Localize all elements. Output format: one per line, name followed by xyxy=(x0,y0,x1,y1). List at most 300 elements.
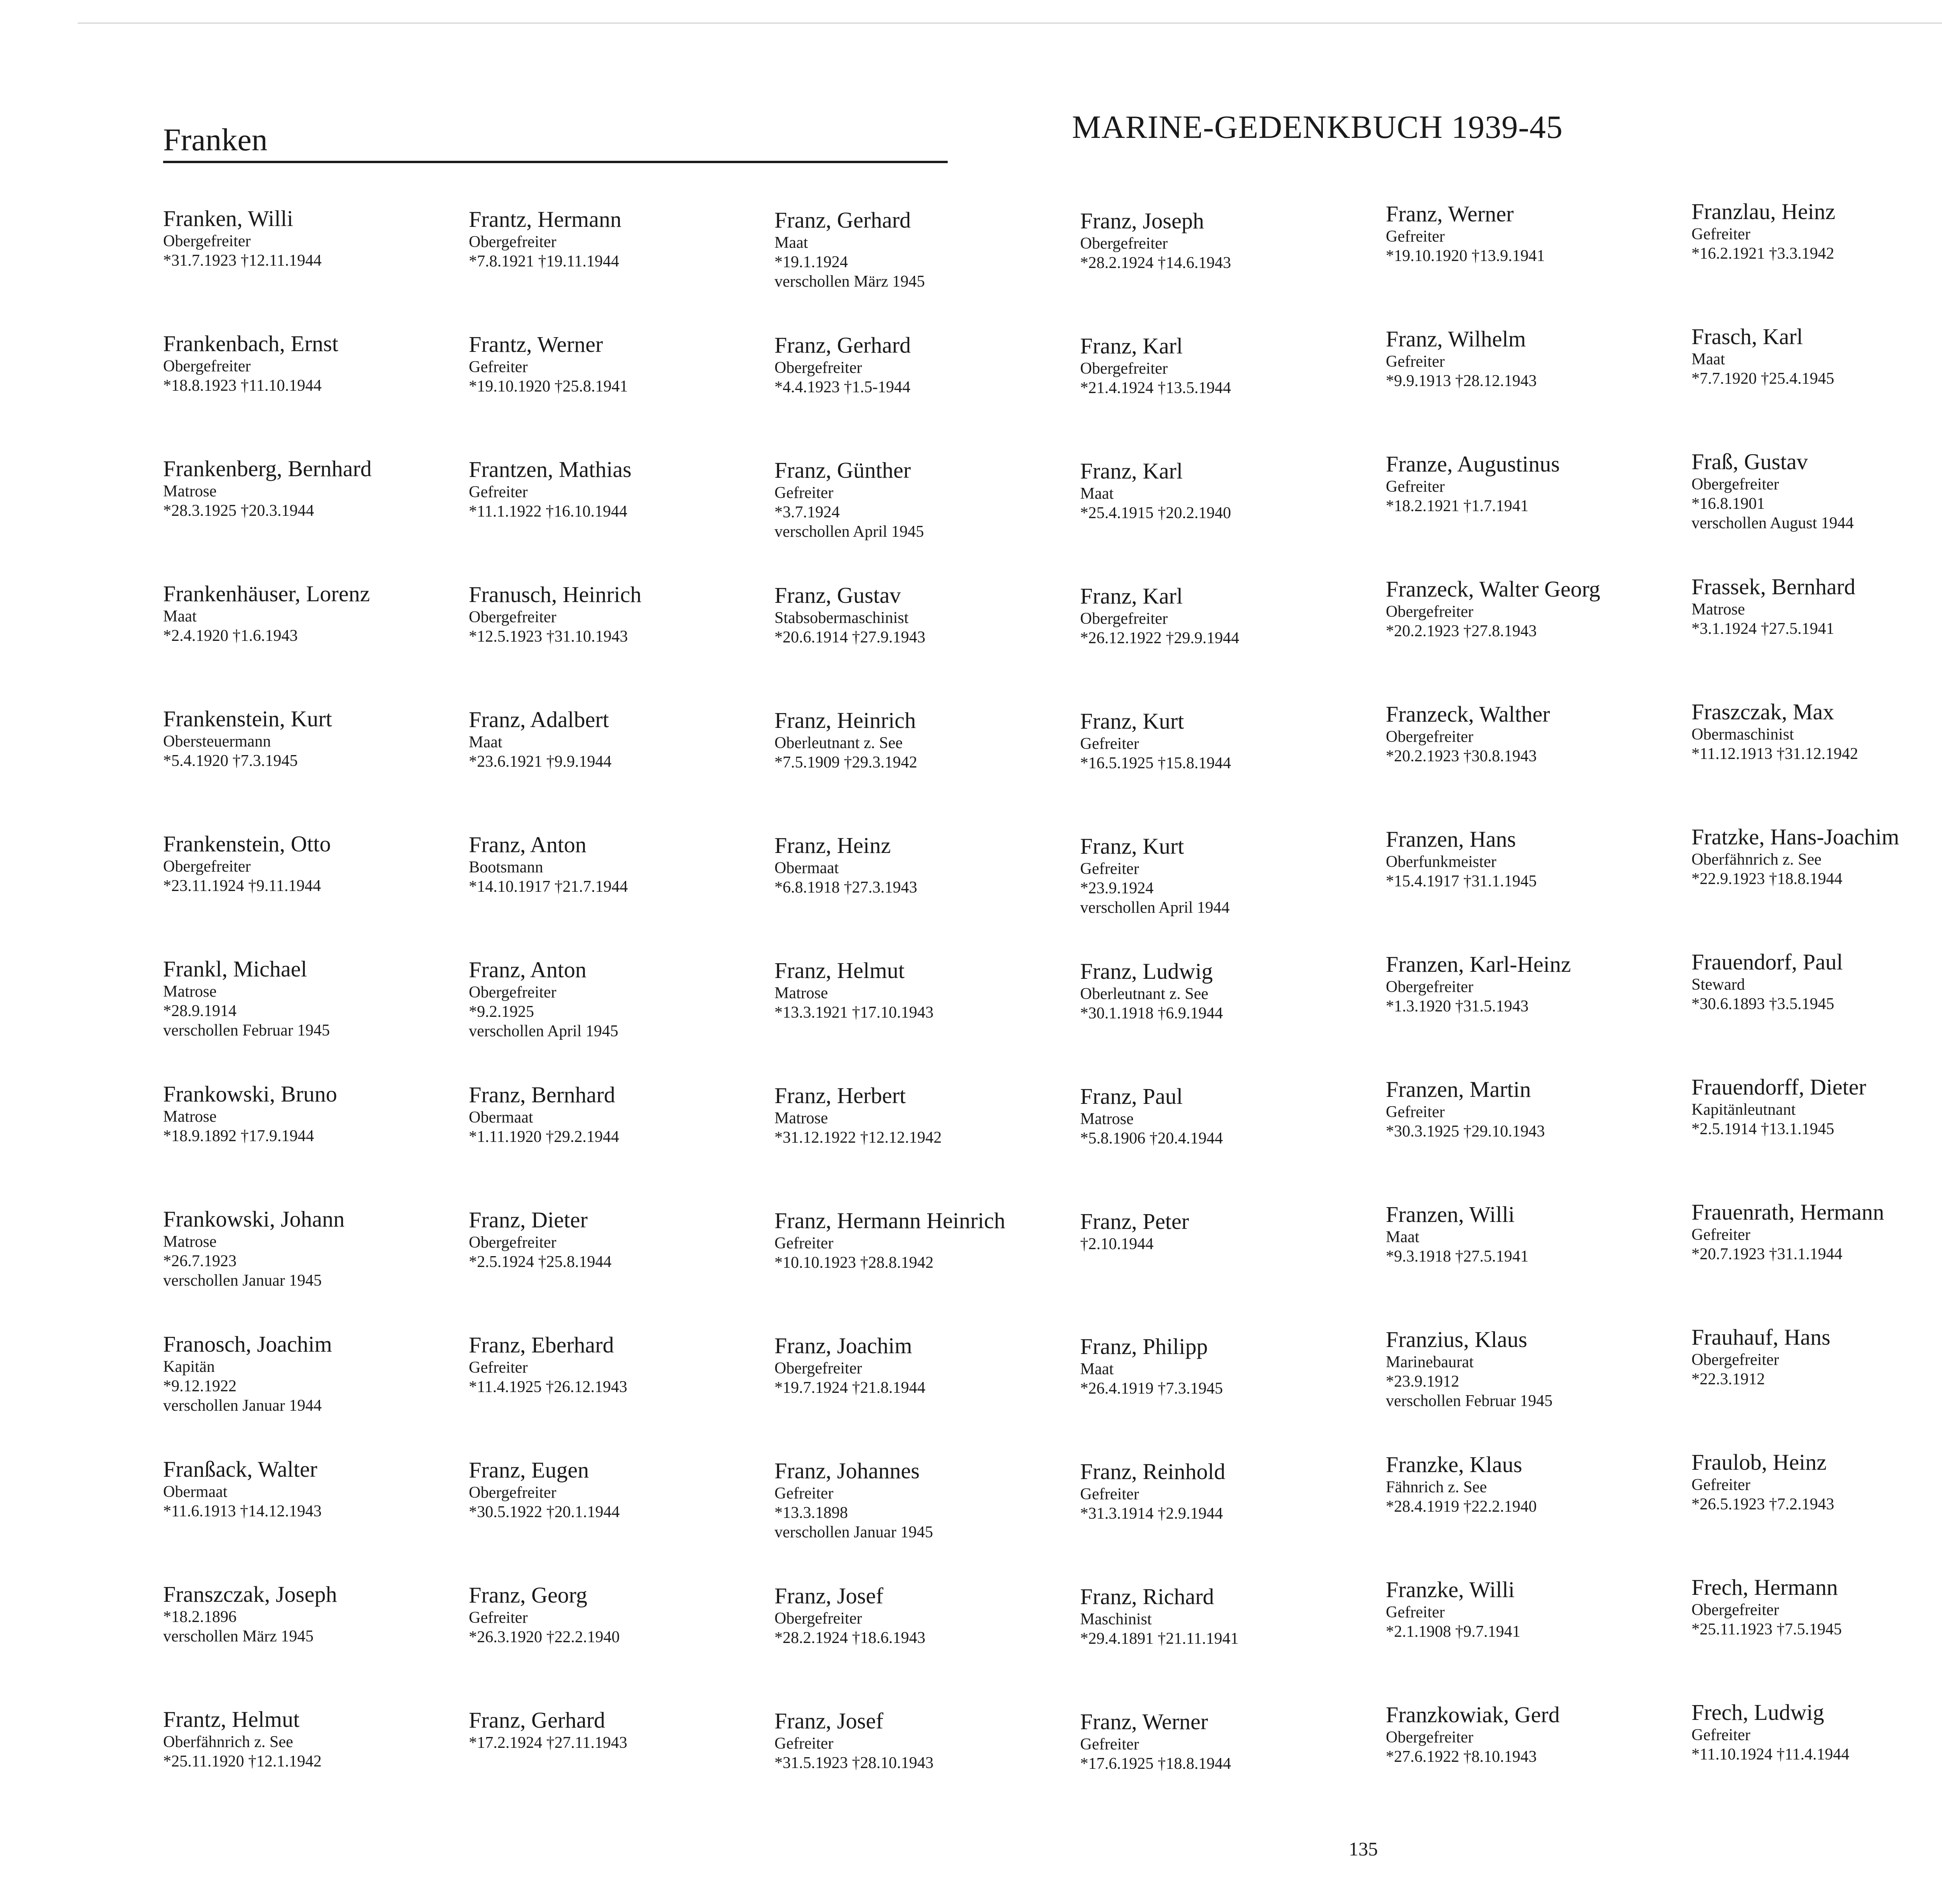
entry-detail: Obergefreiter xyxy=(163,858,251,875)
entry-detail: *9.12.1922 xyxy=(163,1377,237,1395)
entry-detail: verschollen Februar 1945 xyxy=(1386,1392,1553,1410)
memorial-entry xyxy=(469,1707,772,1753)
entry-detail: *20.7.1923 †31.1.1944 xyxy=(1691,1245,1843,1263)
entry-detail: Matrose xyxy=(163,983,217,1001)
entry-detail: *18.2.1921 †1.7.1941 xyxy=(1386,497,1529,515)
entry-name: Frauhauf, Hans xyxy=(1691,1324,1831,1350)
entry-detail: *19.1.1924 xyxy=(774,253,848,271)
entry-name: Franz, Kurt xyxy=(1080,834,1184,859)
entry-detail: Gefreiter xyxy=(1691,1226,1751,1244)
entry-detail: Maat xyxy=(469,733,503,751)
entry-detail: Obergefreiter xyxy=(469,1234,557,1251)
entry-name: Fraszczak, Max xyxy=(1691,699,1834,724)
entry-detail: Obergefreiter xyxy=(163,357,251,375)
entry-detail: Matrose xyxy=(1080,1110,1134,1128)
memorial-entry xyxy=(1386,827,1689,891)
entry-detail: *31.5.1923 †28.10.1943 xyxy=(774,1754,934,1772)
entry-detail: Obermaat xyxy=(163,1483,228,1501)
memorial-entry xyxy=(1080,583,1383,648)
memorial-entry xyxy=(1080,1209,1383,1254)
memorial-entry xyxy=(1386,576,1689,641)
entry-detail: *6.8.1918 †27.3.1943 xyxy=(774,879,917,896)
memorial-entry xyxy=(1080,1584,1383,1648)
memorial-entry xyxy=(1386,1452,1689,1516)
memorial-entry xyxy=(163,1707,466,1771)
entry-name: Frech, Hermann xyxy=(1691,1575,1838,1600)
memorial-entry xyxy=(163,831,466,896)
entry-detail: Gefreiter xyxy=(469,483,528,501)
entry-detail: *18.8.1923 †11.10.1944 xyxy=(163,377,322,395)
entry-detail: *26.7.1923 xyxy=(163,1252,237,1270)
memorial-entry xyxy=(774,583,1077,647)
entry-detail: Maat xyxy=(1691,350,1725,368)
entry-name: Franzen, Willi xyxy=(1386,1202,1515,1227)
entry-name: Franz, Anton xyxy=(469,957,586,982)
memorial-entry xyxy=(774,1583,1077,1648)
entry-detail: Maat xyxy=(774,234,808,252)
entry-detail: *29.4.1891 †21.11.1941 xyxy=(1080,1630,1239,1648)
entry-name: Franz, Gerhard xyxy=(774,332,911,358)
entry-name: Frankl, Michael xyxy=(163,956,307,982)
memorial-entry xyxy=(1080,1334,1383,1398)
entry-detail: verschollen Januar 1945 xyxy=(163,1272,322,1290)
entry-name: Franz, Heinz xyxy=(774,833,891,858)
entry-name: Franz, Paul xyxy=(1080,1084,1183,1109)
entry-detail: *27.6.1922 †8.10.1943 xyxy=(1386,1748,1537,1766)
entry-name: Franzen, Karl-Heinz xyxy=(1386,952,1571,977)
memorial-entries-grid xyxy=(163,199,1942,1773)
entry-detail: Obergefreiter xyxy=(469,983,557,1001)
entry-name: Franz, Hermann Heinrich xyxy=(774,1208,1006,1233)
memorial-entry xyxy=(163,1457,466,1521)
memorial-entry xyxy=(469,207,772,271)
entry-detail: Maschinist xyxy=(1080,1610,1152,1628)
entry-detail: *11.12.1913 †31.12.1942 xyxy=(1691,745,1858,763)
memorial-entry xyxy=(1691,824,1942,889)
memorial-entry xyxy=(469,332,772,396)
entry-name: Franz, Dieter xyxy=(469,1207,588,1232)
entry-name: Franz, Josef xyxy=(774,1583,884,1608)
entry-detail: Obermaat xyxy=(774,859,839,877)
memorial-entry xyxy=(1386,1077,1689,1141)
memorial-entry xyxy=(1080,333,1383,398)
entry-name: Franz, Gerhard xyxy=(774,207,911,233)
entry-detail: Obermaschinist xyxy=(1691,726,1794,743)
entry-name: Franz, Philipp xyxy=(1080,1334,1208,1359)
entry-detail: verschollen April 1945 xyxy=(774,523,924,541)
entry-detail: *18.9.1892 †17.9.1944 xyxy=(163,1127,314,1145)
entry-name: Frankenstein, Kurt xyxy=(163,706,332,731)
entry-name: Frech, Ludwig xyxy=(1691,1700,1824,1725)
entry-detail: Matrose xyxy=(1691,600,1745,618)
entry-detail: *11.6.1913 †14.12.1943 xyxy=(163,1502,322,1520)
entry-name: Franz, Peter xyxy=(1080,1209,1189,1234)
entry-detail: *31.3.1914 †2.9.1944 xyxy=(1080,1505,1223,1523)
entry-detail: Gefreiter xyxy=(1691,1726,1751,1744)
entry-name: Franz, Gustav xyxy=(774,583,901,608)
entry-detail: Obergefreiter xyxy=(1691,475,1779,493)
memorial-entry xyxy=(1080,959,1383,1023)
entry-detail: *11.4.1925 †26.12.1943 xyxy=(469,1378,627,1396)
entry-name: Frankowski, Johann xyxy=(163,1206,345,1232)
entry-name: Franz, Karl xyxy=(1080,458,1183,484)
entry-detail: Obergefreiter xyxy=(469,1484,557,1502)
entry-name: Frasch, Karl xyxy=(1691,324,1803,349)
entry-name: Franz, Josef xyxy=(774,1708,884,1733)
entry-detail: *18.2.1896 xyxy=(163,1608,237,1626)
entry-name: Fraß, Gustav xyxy=(1691,449,1808,474)
entry-name: Franz, Reinhold xyxy=(1080,1459,1225,1484)
entry-detail: verschollen April 1944 xyxy=(1080,899,1230,917)
entry-detail: *14.10.1917 †21.7.1944 xyxy=(469,878,628,896)
entry-detail: Obermaat xyxy=(469,1109,533,1126)
entry-detail: *16.2.1921 †3.3.1942 xyxy=(1691,245,1834,263)
memorial-entry xyxy=(1386,326,1689,391)
entry-detail: Oberfähnrich z. See xyxy=(1691,851,1822,868)
entry-detail: Maat xyxy=(1080,485,1114,503)
entry-detail: Stabsobermaschinist xyxy=(774,609,909,627)
entry-detail: Gefreiter xyxy=(1080,860,1139,878)
entry-detail: Gefreiter xyxy=(469,1359,528,1377)
memorial-entry xyxy=(1691,1324,1942,1389)
entry-detail: Obergefreiter xyxy=(1386,1728,1474,1746)
entry-detail: *7.7.1920 †25.4.1945 xyxy=(1691,370,1834,388)
memorial-entry xyxy=(1386,1577,1689,1641)
entry-name: Franzke, Willi xyxy=(1386,1577,1515,1602)
entry-detail: *2.4.1920 †1.6.1943 xyxy=(163,627,298,645)
memorial-entry xyxy=(1386,701,1689,766)
entry-detail: *30.5.1922 †20.1.1944 xyxy=(469,1503,620,1521)
entry-detail: *17.6.1925 †18.8.1944 xyxy=(1080,1755,1231,1773)
entry-name: Frankenhäuser, Lorenz xyxy=(163,581,370,606)
entry-detail: *26.4.1919 †7.3.1945 xyxy=(1080,1380,1223,1398)
entry-name: Franken, Willi xyxy=(163,206,293,231)
entry-name: Franzen, Martin xyxy=(1386,1077,1531,1102)
entry-detail: Gefreiter xyxy=(1691,225,1751,243)
entry-detail: *23.9.1912 xyxy=(1386,1373,1459,1391)
entry-name: Franz, Herbert xyxy=(774,1083,906,1108)
entry-name: Frankenberg, Bernhard xyxy=(163,456,372,481)
entry-name: Fratzke, Hans-Joachim xyxy=(1691,824,1899,849)
entry-detail: verschollen Januar 1944 xyxy=(163,1397,322,1415)
memorial-entry xyxy=(1691,1450,1942,1514)
entry-detail: *20.6.1914 †27.9.1943 xyxy=(774,628,926,646)
entry-name: Frantzen, Mathias xyxy=(469,457,632,482)
entry-name: Franzkowiak, Gerd xyxy=(1386,1702,1560,1727)
entry-detail: *2.5.1924 †25.8.1944 xyxy=(469,1253,612,1271)
entry-detail: *23.11.1924 †9.11.1944 xyxy=(163,877,321,895)
entry-detail: *23.9.1924 xyxy=(1080,879,1154,897)
memorial-entry xyxy=(163,1582,466,1646)
entry-detail: verschollen Januar 1945 xyxy=(774,1523,933,1541)
entry-detail: *28.9.1914 xyxy=(163,1002,237,1020)
entry-name: Franz, Johannes xyxy=(774,1458,920,1483)
entry-detail: *13.3.1898 xyxy=(774,1504,848,1522)
entry-detail: †2.10.1944 xyxy=(1080,1235,1154,1253)
entry-name: Franz, Richard xyxy=(1080,1584,1214,1609)
entry-name: Franzen, Hans xyxy=(1386,827,1516,852)
entry-detail: Obergefreiter xyxy=(1386,728,1474,746)
entry-name: Franz, Joseph xyxy=(1080,208,1204,233)
memorial-entry xyxy=(163,206,466,270)
entry-detail: verschollen April 1945 xyxy=(469,1022,618,1040)
memorial-entry xyxy=(774,1333,1077,1398)
entry-name: Franz, Adalbert xyxy=(469,707,609,732)
memorial-entry xyxy=(469,832,772,896)
memorial-entry xyxy=(1691,324,1942,388)
memorial-entry xyxy=(469,1082,772,1147)
memorial-entry xyxy=(469,457,772,521)
entry-name: Frantz, Hermann xyxy=(469,207,621,232)
memorial-entry xyxy=(1080,708,1383,773)
entry-detail: verschollen März 1945 xyxy=(774,273,925,291)
memorial-entry xyxy=(774,332,1077,397)
memorial-entry xyxy=(774,1083,1077,1147)
memorial-entry xyxy=(774,207,1077,291)
entry-detail: verschollen August 1944 xyxy=(1691,514,1854,532)
entry-detail: *28.2.1924 †14.6.1943 xyxy=(1080,254,1231,272)
entry-name: Franze, Augustinus xyxy=(1386,451,1560,477)
entry-name: Frauendorf, Paul xyxy=(1691,949,1843,975)
memorial-entry xyxy=(469,582,772,646)
entry-detail: Maat xyxy=(163,607,197,625)
entry-detail: Obergefreiter xyxy=(1691,1351,1779,1369)
memorial-entry xyxy=(469,707,772,771)
entry-detail: Gefreiter xyxy=(1080,1735,1139,1753)
entry-detail: Gefreiter xyxy=(469,358,528,376)
entry-name: Franz, Günther xyxy=(774,458,911,483)
entry-detail: Matrose xyxy=(163,1108,217,1126)
entry-name: Franz, Anton xyxy=(469,832,586,857)
entry-name: Franßack, Walter xyxy=(163,1457,317,1482)
entry-name: Franz, Eberhard xyxy=(469,1332,614,1358)
entry-detail: Obergefreiter xyxy=(774,359,862,377)
entry-detail: *25.11.1920 †12.1.1942 xyxy=(163,1753,322,1770)
entry-detail: *22.9.1923 †18.8.1944 xyxy=(1691,870,1843,888)
scan-edge-top xyxy=(78,23,1942,24)
entry-detail: *10.10.1923 †28.8.1942 xyxy=(774,1254,934,1272)
entry-detail: *2.1.1908 †9.7.1941 xyxy=(1386,1623,1521,1641)
entry-name: Franzke, Klaus xyxy=(1386,1452,1523,1477)
memorial-entry xyxy=(1386,952,1689,1016)
entry-detail: *5.8.1906 †20.4.1944 xyxy=(1080,1130,1223,1147)
entry-detail: *2.5.1914 †13.1.1945 xyxy=(1691,1120,1834,1138)
entry-detail: *20.2.1923 †27.8.1943 xyxy=(1386,622,1537,640)
entry-name: Franz, Bernhard xyxy=(469,1082,615,1107)
entry-detail: *16.5.1925 †15.8.1944 xyxy=(1080,754,1231,772)
entry-detail: *11.10.1924 †11.4.1944 xyxy=(1691,1746,1850,1763)
entry-name: Franzeck, Walther xyxy=(1386,701,1550,727)
entry-name: Franz, Eugen xyxy=(469,1457,589,1483)
entry-detail: *19.7.1924 †21.8.1944 xyxy=(774,1379,926,1397)
memorial-entry xyxy=(163,1081,466,1146)
entry-detail: Gefreiter xyxy=(1080,1485,1139,1503)
entry-detail: verschollen März 1945 xyxy=(163,1627,314,1645)
entry-detail: Obergefreiter xyxy=(163,232,251,250)
entry-detail: *31.7.1923 †12.11.1944 xyxy=(163,252,322,270)
entry-name: Franz, Georg xyxy=(469,1582,587,1608)
entry-name: Franzius, Klaus xyxy=(1386,1327,1528,1352)
entry-detail: *20.2.1923 †30.8.1943 xyxy=(1386,747,1537,765)
entry-detail: Gefreiter xyxy=(1691,1476,1751,1494)
entry-detail: *26.5.1923 †7.2.1943 xyxy=(1691,1495,1834,1513)
memorial-entry xyxy=(774,958,1077,1022)
memorial-entry xyxy=(1691,449,1942,533)
entry-name: Frankenstein, Otto xyxy=(163,831,331,856)
memorial-entry xyxy=(163,581,466,646)
entry-detail: *15.4.1917 †31.1.1945 xyxy=(1386,872,1537,890)
entry-detail: *9.2.1925 xyxy=(469,1003,534,1021)
entry-name: Frantz, Helmut xyxy=(163,1707,300,1732)
running-header-left: Franken xyxy=(163,120,948,163)
memorial-entry xyxy=(1691,699,1942,764)
entry-detail: *11.1.1922 †16.10.1944 xyxy=(469,503,627,520)
entry-detail: *3.7.1924 xyxy=(774,503,840,521)
entry-detail: *5.4.1920 †7.3.1945 xyxy=(163,752,298,770)
entry-detail: Matrose xyxy=(774,984,828,1002)
memorial-entry xyxy=(469,957,772,1041)
entry-detail: *13.3.1921 †17.10.1943 xyxy=(774,1004,934,1022)
memorial-entry xyxy=(469,1332,772,1397)
entry-detail: Obergefreiter xyxy=(1080,360,1168,378)
entry-detail: Gefreiter xyxy=(1386,478,1445,496)
entry-detail: *30.6.1893 †3.5.1945 xyxy=(1691,995,1834,1013)
entry-detail: *1.3.1920 †31.5.1943 xyxy=(1386,997,1529,1015)
entry-detail: Gefreiter xyxy=(1386,353,1445,371)
entry-detail: Matrose xyxy=(774,1109,828,1127)
entry-detail: Gefreiter xyxy=(1386,1103,1445,1121)
entry-name: Franz, Werner xyxy=(1080,1709,1208,1734)
entry-name: Frankowski, Bruno xyxy=(163,1081,337,1107)
entry-detail: *22.3.1912 xyxy=(1691,1370,1765,1388)
entry-name: Frankenbach, Ernst xyxy=(163,331,338,356)
entry-name: Fraulob, Heinz xyxy=(1691,1450,1827,1475)
memorial-entry xyxy=(1386,1702,1689,1767)
memorial-entry xyxy=(1691,574,1942,639)
entry-detail: Oberleutnant z. See xyxy=(774,734,903,752)
memorial-entry xyxy=(163,1206,466,1290)
entry-detail: *9.9.1913 †28.12.1943 xyxy=(1386,372,1537,390)
entry-name: Franz, Ludwig xyxy=(1080,959,1213,984)
entry-detail: Gefreiter xyxy=(774,1735,834,1753)
memorial-entry xyxy=(774,833,1077,897)
entry-detail: *30.3.1925 †29.10.1943 xyxy=(1386,1123,1545,1140)
entry-detail: Oberfähnrich z. See xyxy=(163,1733,293,1751)
book-title: MARINE-GEDENKBUCH 1939-45 xyxy=(1072,109,1563,145)
entry-detail: *7.5.1909 †29.3.1942 xyxy=(774,754,917,771)
entry-name: Franz, Gerhard xyxy=(469,1707,606,1733)
memorial-entry xyxy=(1691,199,1942,263)
entry-name: Franzeck, Walter Georg xyxy=(1386,576,1601,602)
entry-detail: *21.4.1924 †13.5.1944 xyxy=(1080,379,1231,397)
entry-detail: *28.2.1924 †18.6.1943 xyxy=(774,1629,926,1647)
entry-detail: Obersteuermann xyxy=(163,733,271,750)
entry-detail: Obergefreiter xyxy=(469,233,557,251)
entry-name: Franszczak, Joseph xyxy=(163,1582,337,1607)
memorial-entry xyxy=(1691,1575,1942,1639)
memorial-entry xyxy=(774,1208,1077,1272)
entry-detail: *26.12.1922 †29.9.1944 xyxy=(1080,629,1239,647)
entry-detail: *30.1.1918 †6.9.1944 xyxy=(1080,1004,1223,1022)
memorial-entry xyxy=(1691,1074,1942,1139)
entry-detail: *23.6.1921 †9.9.1944 xyxy=(469,753,612,771)
entry-detail: Matrose xyxy=(163,1233,217,1251)
entry-name: Franz, Helmut xyxy=(774,958,905,983)
entry-detail: Obergefreiter xyxy=(1386,978,1474,996)
memorial-entry xyxy=(163,1331,466,1415)
memorial-entry xyxy=(163,456,466,520)
memorial-entry xyxy=(774,1708,1077,1773)
entry-detail: verschollen Februar 1945 xyxy=(163,1022,330,1039)
entry-detail: *7.8.1921 †19.11.1944 xyxy=(469,252,619,270)
entry-detail: Obergefreiter xyxy=(1691,1601,1779,1619)
entry-detail: Obergefreiter xyxy=(774,1610,862,1627)
memorial-entry xyxy=(1386,451,1689,516)
memorial-entry xyxy=(163,331,466,395)
memorial-entry xyxy=(1386,201,1689,266)
entry-detail: *19.10.1920 †13.9.1941 xyxy=(1386,247,1545,265)
entry-detail: Steward xyxy=(1691,976,1745,994)
page-number: 135 xyxy=(1349,1838,1378,1860)
memorial-entry xyxy=(163,956,466,1040)
memorial-entry xyxy=(774,1458,1077,1542)
entry-name: Franz, Kurt xyxy=(1080,708,1184,734)
entry-detail: Kapitän xyxy=(163,1358,215,1376)
entry-detail: Obergefreiter xyxy=(1386,603,1474,621)
entry-detail: *31.12.1922 †12.12.1942 xyxy=(774,1129,942,1147)
entry-name: Franz, Werner xyxy=(1386,201,1514,226)
entry-detail: Oberfunkmeister xyxy=(1386,853,1497,871)
memorial-entry xyxy=(1691,949,1942,1014)
entry-name: Franz, Karl xyxy=(1080,583,1183,609)
entry-detail: *3.1.1924 †27.5.1941 xyxy=(1691,620,1834,638)
entry-detail: *1.11.1920 †29.2.1944 xyxy=(469,1128,619,1146)
memorial-entry xyxy=(1386,1327,1689,1411)
memorial-entry xyxy=(1386,1202,1689,1266)
entry-detail: Maat xyxy=(1386,1228,1420,1246)
entry-name: Franz, Joachim xyxy=(774,1333,912,1358)
entry-name: Frauenrath, Hermann xyxy=(1691,1199,1885,1225)
entry-name: Franosch, Joachim xyxy=(163,1331,332,1357)
entry-detail: *26.3.1920 †22.2.1940 xyxy=(469,1628,620,1646)
entry-detail: *9.3.1918 †27.5.1941 xyxy=(1386,1248,1529,1265)
entry-detail: *25.4.1915 †20.2.1940 xyxy=(1080,504,1231,522)
entry-name: Frassek, Bernhard xyxy=(1691,574,1856,599)
entry-detail: *16.8.1901 xyxy=(1691,495,1765,513)
entry-detail: *25.11.1923 †7.5.1945 xyxy=(1691,1620,1842,1638)
memorial-entry xyxy=(774,708,1077,772)
entry-detail: Oberleutnant z. See xyxy=(1080,985,1209,1003)
memorial-entry xyxy=(469,1582,772,1647)
entry-detail: Obergefreiter xyxy=(774,1359,862,1377)
entry-detail: *28.4.1919 †22.2.1940 xyxy=(1386,1498,1537,1516)
memorial-entry xyxy=(1080,1459,1383,1523)
memorial-entry xyxy=(469,1457,772,1522)
entry-name: Franz, Karl xyxy=(1080,333,1183,359)
entry-detail: Gefreiter xyxy=(1386,228,1445,245)
memorial-entry xyxy=(1080,208,1383,273)
entry-detail: *28.3.1925 †20.3.1944 xyxy=(163,502,314,520)
entry-detail: Gefreiter xyxy=(1080,735,1139,753)
entry-detail: *12.5.1923 †31.10.1943 xyxy=(469,628,628,646)
memorial-entry xyxy=(774,458,1077,541)
entry-detail: Kapitänleutnant xyxy=(1691,1101,1796,1119)
entry-detail: Maat xyxy=(1080,1360,1114,1378)
entry-detail: Gefreiter xyxy=(1386,1603,1445,1621)
memorial-entry xyxy=(469,1207,772,1272)
entry-detail: Gefreiter xyxy=(774,1234,834,1252)
entry-detail: Matrose xyxy=(163,482,217,500)
